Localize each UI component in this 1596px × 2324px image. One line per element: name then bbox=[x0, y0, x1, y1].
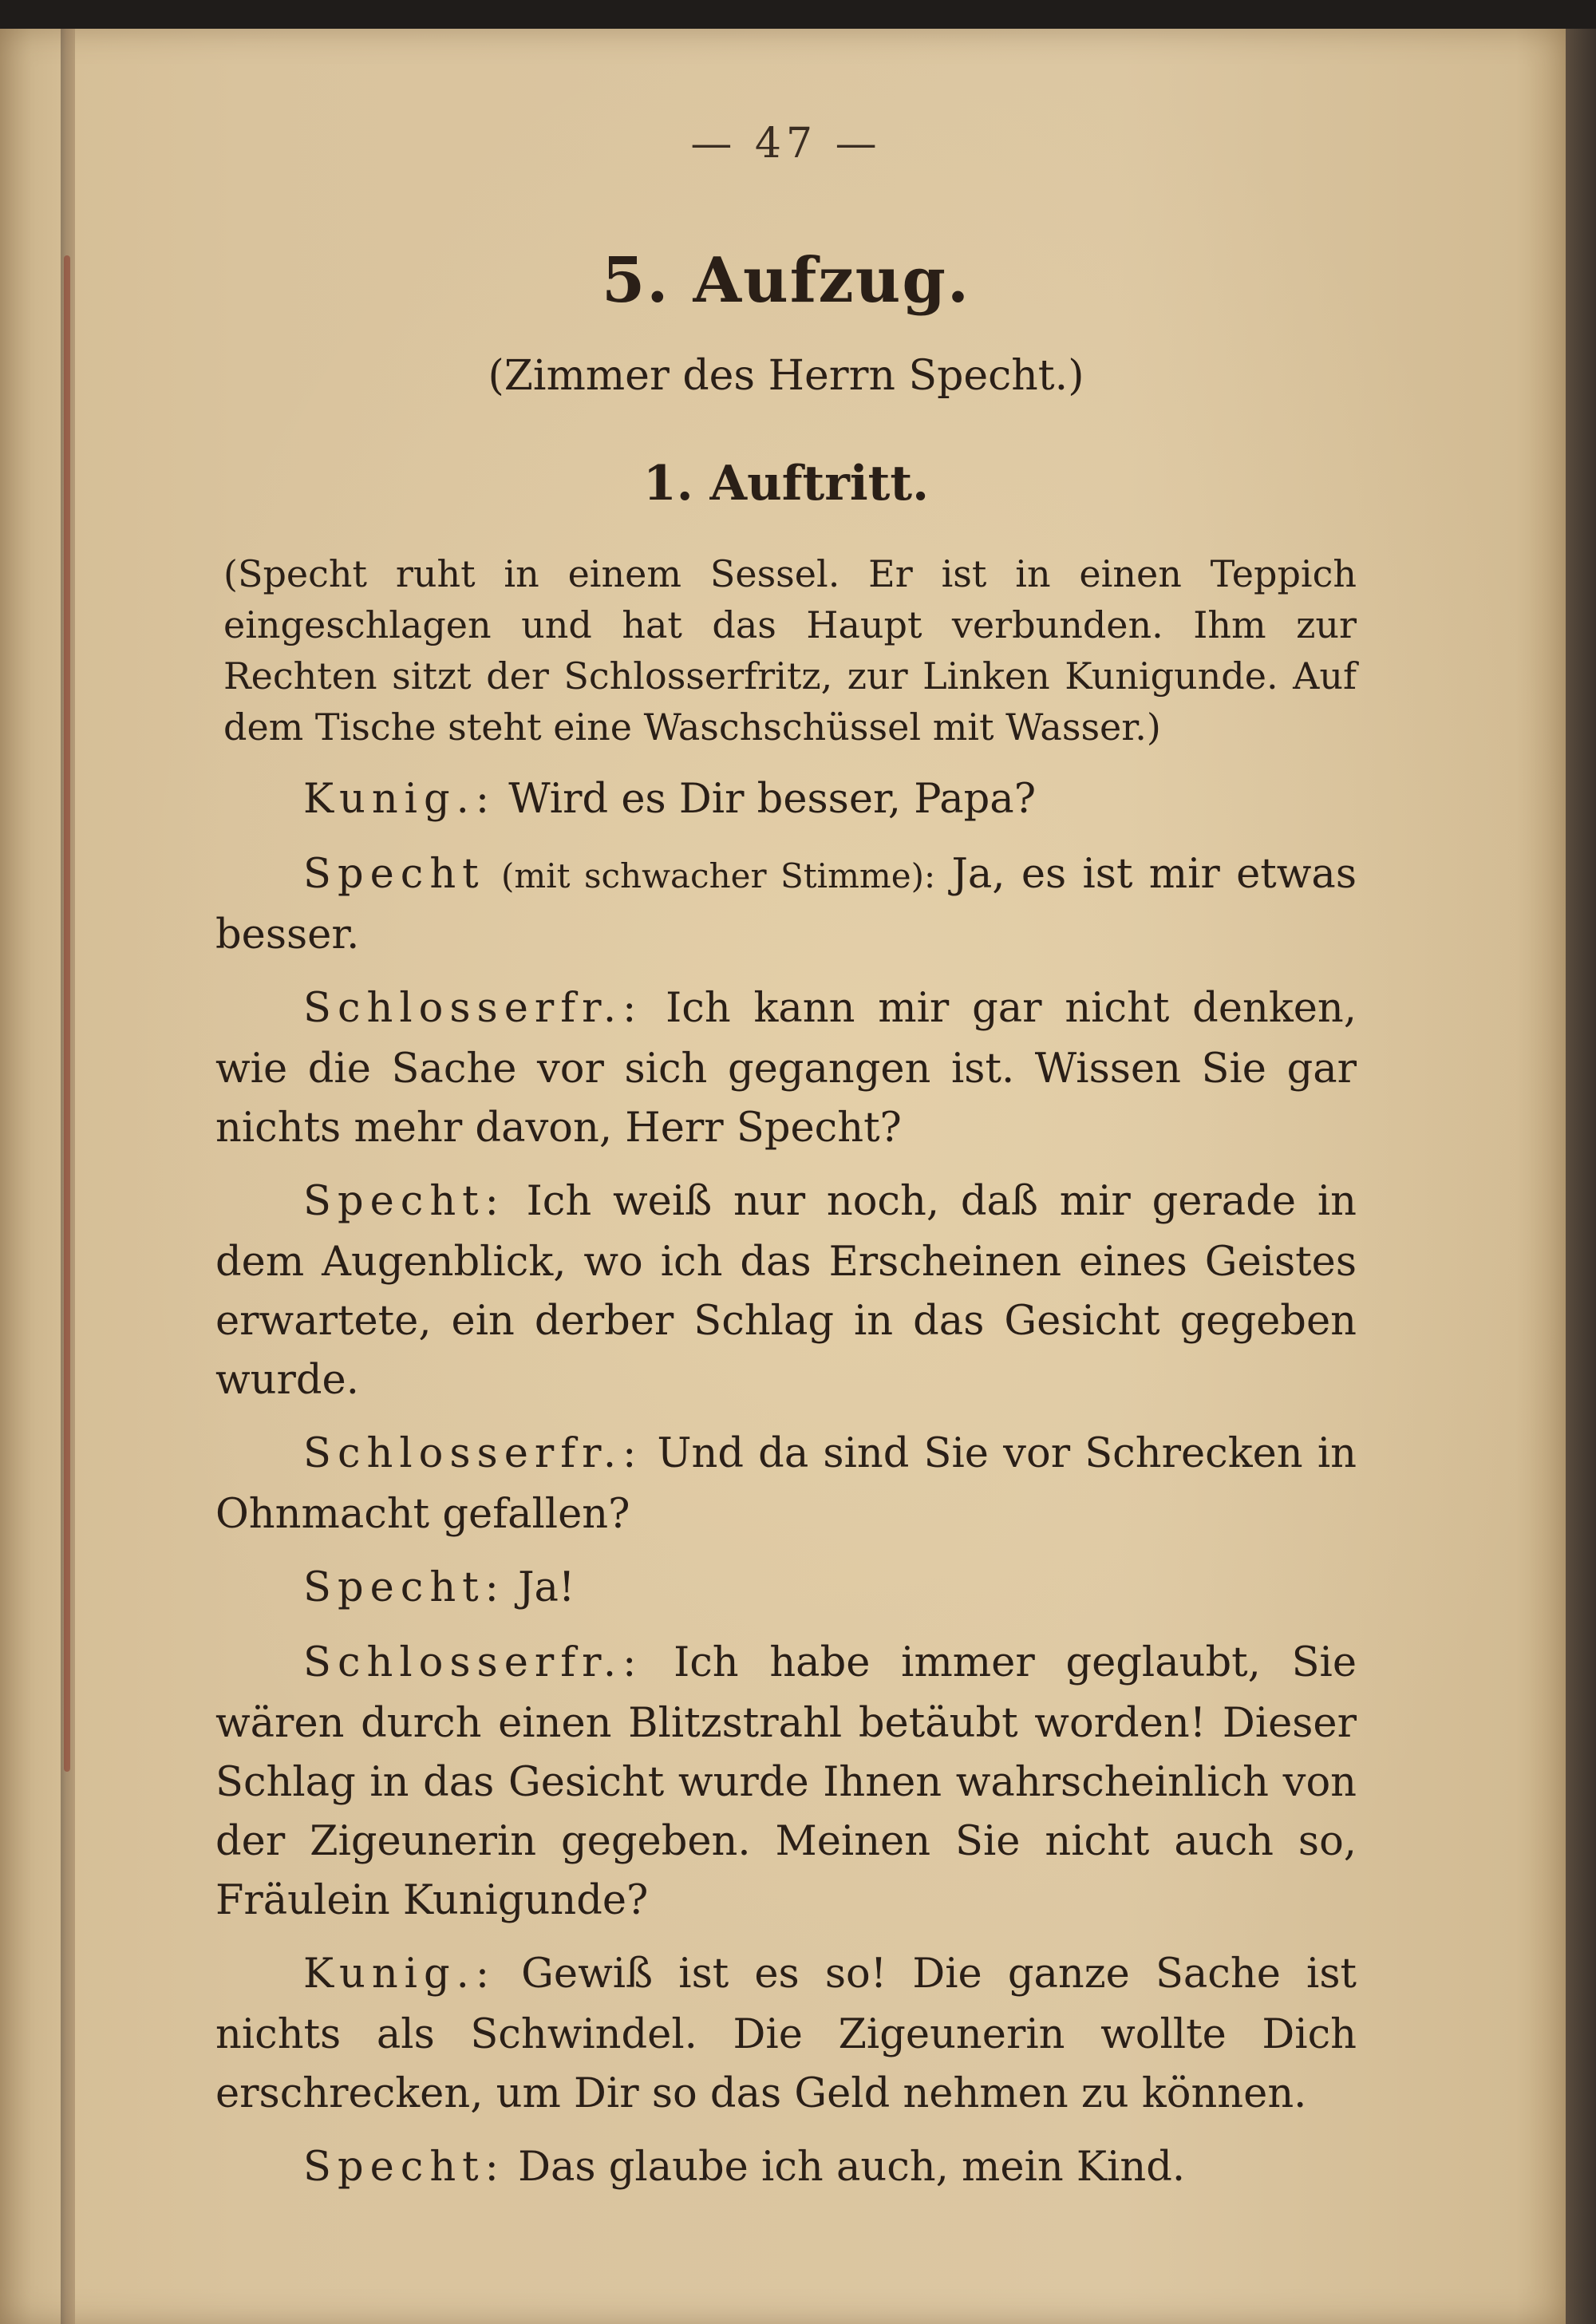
speaker-name: Specht: bbox=[303, 1178, 505, 1225]
speaker-name: Kunig.: bbox=[303, 1951, 496, 1998]
dialog-text: Und da sind Sie vor Schrecken in Ohnmacht gefallen? bbox=[215, 1430, 1357, 1538]
speaker-name: Specht bbox=[303, 851, 485, 898]
dialog-text: Ja, es ist mir etwas besser. bbox=[215, 851, 1357, 958]
speaker-name: Kunig.: bbox=[303, 776, 496, 823]
dialog-text: Gewiß ist es so! Die ganze Sache ist nichts als Schwindel. Die Zigeunerin wollte Dich erschrecken, um Dir so das Geld nehmen zu können. bbox=[215, 1951, 1357, 2117]
dialog-line bbox=[215, 770, 1357, 831]
act-subtitle: (Zimmer des Herrn Specht.) bbox=[488, 352, 1084, 400]
dialog-text: Ich weiß nur noch, daß mir gerade in dem Augenblick, wo ich das Erscheinen eines Geistes erwartete, ein derber Schlag in das Gesicht gegeben wurde. bbox=[215, 1178, 1357, 1404]
binding-thread bbox=[64, 255, 70, 1772]
book-cover-edge bbox=[1566, 29, 1596, 2324]
dialog-text: Ich habe immer geglaubt, Sie wären durch einen Blitzstrahl betäubt worden! Dieser Schlag in das Gesicht wurde Ihnen wahrscheinlich von der Zigeunerin gegeben. Meinen Sie nicht auch so, Fräulein Kunigunde? bbox=[215, 1639, 1357, 1924]
dialog-text: Ja! bbox=[518, 1564, 575, 1611]
speaker-name: Specht: bbox=[303, 2144, 505, 2191]
speaker-name: Schlosserfr.: bbox=[303, 1639, 643, 1686]
scan-background bbox=[0, 0, 1596, 32]
speaker-name: Specht: bbox=[303, 1564, 505, 1611]
page-content bbox=[215, 96, 1357, 2213]
speaker-name: Schlosserfr.: bbox=[303, 985, 643, 1032]
speaker-name: Schlosserfr.: bbox=[303, 1430, 643, 1477]
dialog-text: Wird es Dir besser, Papa? bbox=[508, 776, 1037, 823]
speaker-aside: (mit schwacher Stimme): bbox=[500, 856, 936, 895]
scene-title: 1. Auftritt. bbox=[643, 456, 929, 512]
dialog-text: Das glaube ich auch, mein Kind. bbox=[518, 2144, 1186, 2191]
dialog-line bbox=[215, 979, 1357, 1158]
dialog-line bbox=[215, 1172, 1357, 1410]
dialog bbox=[215, 770, 1357, 2199]
dialog-line bbox=[215, 2138, 1357, 2199]
dialog-text: Ich kann mir gar nicht denken, wie die Sache vor sich gegangen ist. Wissen Sie gar nichts mehr davon, Herr Specht? bbox=[215, 985, 1357, 1152]
dialog-line bbox=[215, 1945, 1357, 2124]
page-number: — 47 — bbox=[690, 120, 882, 168]
dialog-line bbox=[215, 845, 1357, 965]
dialog-line bbox=[215, 1559, 1357, 1619]
dialog-line bbox=[215, 1425, 1357, 1544]
stage-direction: (Specht ruht in einem Sessel. Er ist in einen Teppich eingeschlagen und hat das Haupt verbunden. Ihm zur Rechten sitzt der Schlosserfritz, zur Linken Kunigunde. Auf dem Tische steht eine Waschschüssel mit Wasser.) bbox=[223, 552, 1357, 749]
act-title: 5. Aufzug. bbox=[601, 244, 971, 317]
dialog-line bbox=[215, 1634, 1357, 1931]
